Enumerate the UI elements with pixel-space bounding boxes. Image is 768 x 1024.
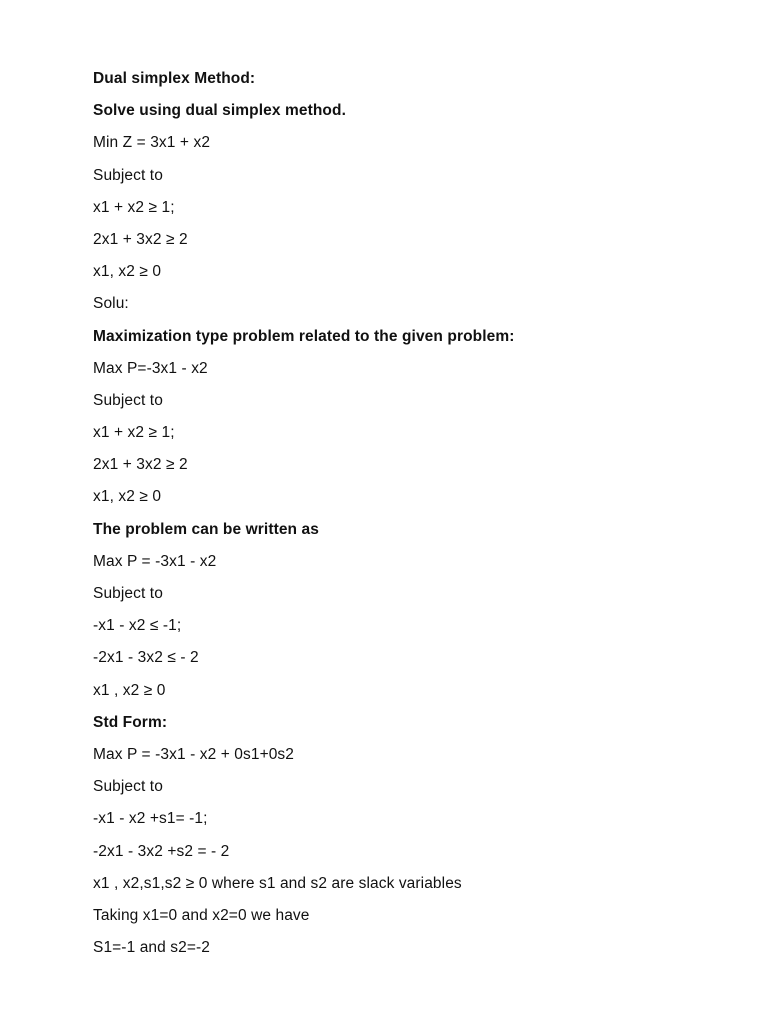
constraint-1: x1 + x2 ≥ 1; (93, 424, 175, 442)
objective-min: Min Z = 3x1 + x2 (93, 134, 211, 152)
objective-std-form: Max P = -3x1 - x2 + 0s1+0s2 (93, 745, 295, 763)
instruction: Solve using dual simplex method. (93, 102, 346, 120)
subject-to-label: Subject to (93, 778, 163, 796)
heading-maximization: Maximization type problem related to the given problem: (93, 327, 515, 345)
heading-rewritten: The problem can be written as (93, 520, 319, 538)
subject-to-label: Subject to (93, 391, 163, 409)
constraint-2: 2x1 + 3x2 ≥ 2 (93, 456, 188, 474)
subject-to-label: Subject to (93, 585, 163, 602)
constraint-1: x1 + x2 ≥ 1; (93, 198, 175, 216)
constraint-2: -2x1 - 3x2 +s2 = - 2 (93, 842, 230, 860)
non-negativity: x1, x2 ≥ 0 (93, 488, 162, 506)
objective-max: Max P=-3x1 - x2 (93, 359, 208, 377)
constraint-2: 2x1 + 3x2 ≥ 2 (93, 230, 188, 248)
non-negativity: x1 , x2 ≥ 0 (93, 681, 166, 699)
slack-values: S1=-1 and s2=-2 (93, 939, 210, 957)
constraint-1: -x1 - x2 +s1= -1; (93, 810, 208, 828)
document-page (93, 69, 733, 970)
non-negativity-slack: x1 , x2,s1,s2 ≥ 0 where s1 and s2 are slack variables (93, 874, 462, 892)
constraint-1: -x1 - x2 ≤ -1; (93, 617, 182, 635)
heading-std-form: Std Form: (93, 713, 168, 731)
objective-max: Max P = -3x1 - x2 (93, 552, 217, 570)
subject-to-label: Subject to (93, 166, 163, 184)
heading-dual-simplex: Dual simplex Method: (93, 70, 256, 87)
non-negativity: x1, x2 ≥ 0 (93, 263, 162, 281)
constraint-2: -2x1 - 3x2 ≤ - 2 (93, 649, 199, 667)
initial-assumption: Taking x1=0 and x2=0 we have (93, 906, 310, 924)
solution-label: Solu: (93, 295, 129, 313)
